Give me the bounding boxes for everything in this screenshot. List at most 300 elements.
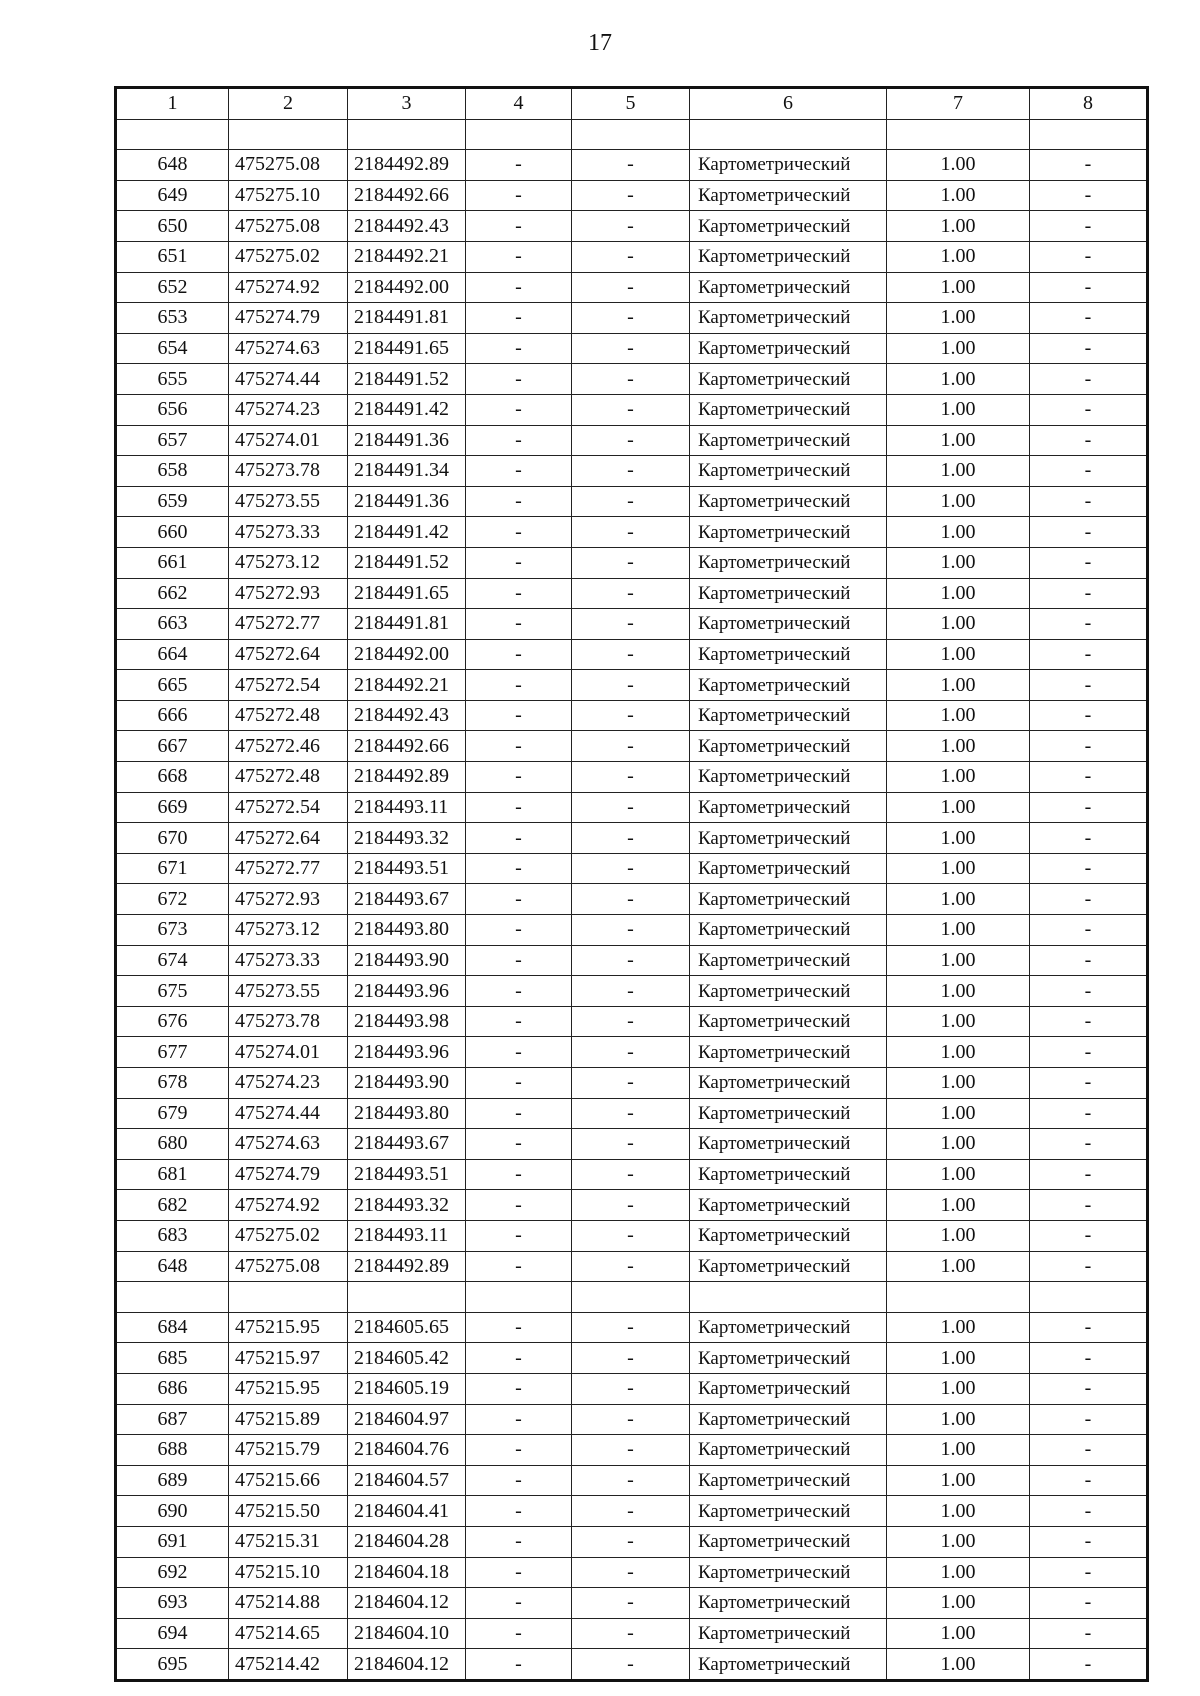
table-row (116, 425, 1148, 456)
x-coordinate-cell: 475274.79 (229, 303, 348, 334)
col8-cell: - (1030, 211, 1148, 242)
col4-cell: - (466, 211, 572, 242)
col8-cell: - (1030, 976, 1148, 1007)
x-coordinate-cell: 475273.55 (229, 486, 348, 517)
point-number-cell: 666 (116, 700, 229, 731)
y-coordinate-cell: 2184604.97 (348, 1404, 466, 1435)
table-row (116, 1649, 1148, 1681)
point-number-cell: 659 (116, 486, 229, 517)
x-coordinate-cell: 475272.77 (229, 609, 348, 640)
accuracy-cell: 1.00 (887, 1098, 1030, 1129)
x-coordinate-cell: 475215.89 (229, 1404, 348, 1435)
table-row (116, 364, 1148, 395)
table-row (116, 456, 1148, 487)
col5-cell: - (572, 1557, 690, 1588)
accuracy-cell: 1.00 (887, 1037, 1030, 1068)
col4-cell: - (466, 486, 572, 517)
y-coordinate-cell: 2184493.67 (348, 884, 466, 915)
y-coordinate-cell: 2184492.00 (348, 272, 466, 303)
col8-cell: - (1030, 1343, 1148, 1374)
y-coordinate-cell: 2184493.32 (348, 1190, 466, 1221)
col5-cell: - (572, 272, 690, 303)
empty-cell (348, 1282, 466, 1313)
method-cell: Картометрический (690, 945, 887, 976)
table-row (116, 1190, 1148, 1221)
y-coordinate-cell: 2184605.19 (348, 1373, 466, 1404)
point-number-cell: 676 (116, 1006, 229, 1037)
col8-cell: - (1030, 364, 1148, 395)
point-number-cell: 668 (116, 762, 229, 793)
method-cell: Картометрический (690, 272, 887, 303)
empty-cell (1030, 1282, 1148, 1313)
col4-cell: - (466, 762, 572, 793)
point-number-cell: 693 (116, 1588, 229, 1619)
col4-cell: - (466, 1435, 572, 1466)
point-number-cell: 685 (116, 1343, 229, 1374)
col4-cell: - (466, 456, 572, 487)
accuracy-cell: 1.00 (887, 1006, 1030, 1037)
col8-cell: - (1030, 1373, 1148, 1404)
col8-cell: - (1030, 1649, 1148, 1681)
col8-cell: - (1030, 241, 1148, 272)
col4-cell: - (466, 180, 572, 211)
method-cell: Картометрический (690, 792, 887, 823)
x-coordinate-cell: 475272.64 (229, 823, 348, 854)
point-number-cell: 660 (116, 517, 229, 548)
x-coordinate-cell: 475272.48 (229, 762, 348, 793)
col8-cell: - (1030, 425, 1148, 456)
col5-cell: - (572, 1649, 690, 1681)
table-row (116, 1618, 1148, 1649)
point-number-cell: 690 (116, 1496, 229, 1527)
coordinates-table (114, 86, 1149, 1682)
accuracy-cell: 1.00 (887, 303, 1030, 334)
col8-cell: - (1030, 272, 1148, 303)
col5-cell: - (572, 762, 690, 793)
col5-cell: - (572, 1098, 690, 1129)
x-coordinate-cell: 475273.55 (229, 976, 348, 1007)
table-row (116, 1037, 1148, 1068)
col4-cell: - (466, 731, 572, 762)
accuracy-cell: 1.00 (887, 180, 1030, 211)
point-number-cell: 650 (116, 211, 229, 242)
point-number-cell: 655 (116, 364, 229, 395)
empty-cell (348, 119, 466, 150)
accuracy-cell: 1.00 (887, 547, 1030, 578)
table-row (116, 1496, 1148, 1527)
x-coordinate-cell: 475274.63 (229, 1129, 348, 1160)
col4-cell: - (466, 364, 572, 395)
table-row (116, 578, 1148, 609)
accuracy-cell: 1.00 (887, 364, 1030, 395)
method-cell: Картометрический (690, 211, 887, 242)
x-coordinate-cell: 475273.12 (229, 547, 348, 578)
method-cell: Картометрический (690, 150, 887, 181)
method-cell: Картометрический (690, 609, 887, 640)
col5-cell: - (572, 884, 690, 915)
x-coordinate-cell: 475274.63 (229, 333, 348, 364)
col4-cell: - (466, 1037, 572, 1068)
table-row (116, 547, 1148, 578)
col5-cell: - (572, 792, 690, 823)
col4-cell: - (466, 303, 572, 334)
table-row (116, 394, 1148, 425)
y-coordinate-cell: 2184491.65 (348, 333, 466, 364)
accuracy-cell: 1.00 (887, 1404, 1030, 1435)
method-cell: Картометрический (690, 1649, 887, 1681)
x-coordinate-cell: 475274.44 (229, 364, 348, 395)
method-cell: Картометрический (690, 578, 887, 609)
accuracy-cell: 1.00 (887, 1251, 1030, 1282)
col5-cell: - (572, 394, 690, 425)
point-number-cell: 662 (116, 578, 229, 609)
y-coordinate-cell: 2184493.80 (348, 1098, 466, 1129)
col5-cell: - (572, 303, 690, 334)
point-number-cell: 679 (116, 1098, 229, 1129)
x-coordinate-cell: 475275.08 (229, 211, 348, 242)
y-coordinate-cell: 2184493.11 (348, 1220, 466, 1251)
accuracy-cell: 1.00 (887, 1588, 1030, 1619)
y-coordinate-cell: 2184492.43 (348, 211, 466, 242)
y-coordinate-cell: 2184493.96 (348, 976, 466, 1007)
y-coordinate-cell: 2184604.12 (348, 1588, 466, 1619)
col5-cell: - (572, 1251, 690, 1282)
point-number-cell: 667 (116, 731, 229, 762)
col8-cell: - (1030, 670, 1148, 701)
empty-cell (466, 119, 572, 150)
col8-cell: - (1030, 333, 1148, 364)
accuracy-cell: 1.00 (887, 425, 1030, 456)
col8-cell: - (1030, 1098, 1148, 1129)
col5-cell: - (572, 1343, 690, 1374)
col4-cell: - (466, 609, 572, 640)
method-cell: Картометрический (690, 762, 887, 793)
y-coordinate-cell: 2184493.90 (348, 945, 466, 976)
table-row (116, 945, 1148, 976)
method-cell: Картометрический (690, 1190, 887, 1221)
col8-cell: - (1030, 853, 1148, 884)
col5-cell: - (572, 1068, 690, 1099)
col4-cell: - (466, 241, 572, 272)
accuracy-cell: 1.00 (887, 1618, 1030, 1649)
x-coordinate-cell: 475274.92 (229, 1190, 348, 1221)
point-number-cell: 653 (116, 303, 229, 334)
table-row (116, 731, 1148, 762)
x-coordinate-cell: 475274.44 (229, 1098, 348, 1129)
y-coordinate-cell: 2184605.42 (348, 1343, 466, 1374)
col4-cell: - (466, 1006, 572, 1037)
table-row (116, 1465, 1148, 1496)
col8-cell: - (1030, 1404, 1148, 1435)
x-coordinate-cell: 475215.97 (229, 1343, 348, 1374)
x-coordinate-cell: 475214.88 (229, 1588, 348, 1619)
col4-cell: - (466, 1343, 572, 1374)
col4-cell: - (466, 1220, 572, 1251)
col5-cell: - (572, 578, 690, 609)
col5-cell: - (572, 1496, 690, 1527)
x-coordinate-cell: 475275.10 (229, 180, 348, 211)
method-cell: Картометрический (690, 1159, 887, 1190)
accuracy-cell: 1.00 (887, 333, 1030, 364)
table-row (116, 915, 1148, 946)
x-coordinate-cell: 475274.01 (229, 425, 348, 456)
point-number-cell: 681 (116, 1159, 229, 1190)
accuracy-cell: 1.00 (887, 1465, 1030, 1496)
accuracy-cell: 1.00 (887, 1159, 1030, 1190)
y-coordinate-cell: 2184491.81 (348, 609, 466, 640)
accuracy-cell: 1.00 (887, 639, 1030, 670)
col8-cell: - (1030, 486, 1148, 517)
col5-cell: - (572, 1129, 690, 1160)
accuracy-cell: 1.00 (887, 1343, 1030, 1374)
table-row (116, 670, 1148, 701)
x-coordinate-cell: 475273.12 (229, 915, 348, 946)
y-coordinate-cell: 2184491.42 (348, 394, 466, 425)
group-separator-row (116, 119, 1148, 150)
y-coordinate-cell: 2184492.89 (348, 762, 466, 793)
col5-cell: - (572, 1312, 690, 1343)
col8-cell: - (1030, 1435, 1148, 1466)
accuracy-cell: 1.00 (887, 1068, 1030, 1099)
col8-cell: - (1030, 915, 1148, 946)
col8-cell: - (1030, 1496, 1148, 1527)
table-row (116, 639, 1148, 670)
col5-cell: - (572, 517, 690, 548)
y-coordinate-cell: 2184492.21 (348, 670, 466, 701)
method-cell: Картометрический (690, 425, 887, 456)
y-coordinate-cell: 2184491.34 (348, 456, 466, 487)
col5-cell: - (572, 211, 690, 242)
accuracy-cell: 1.00 (887, 1557, 1030, 1588)
empty-cell (229, 1282, 348, 1313)
accuracy-cell: 1.00 (887, 1220, 1030, 1251)
col5-cell: - (572, 180, 690, 211)
col4-cell: - (466, 639, 572, 670)
y-coordinate-cell: 2184491.36 (348, 425, 466, 456)
accuracy-cell: 1.00 (887, 1435, 1030, 1466)
column-header: 5 (572, 88, 690, 120)
method-cell: Картометрический (690, 700, 887, 731)
table-row (116, 1373, 1148, 1404)
col8-cell: - (1030, 1159, 1148, 1190)
method-cell: Картометрический (690, 1526, 887, 1557)
table-row (116, 1557, 1148, 1588)
x-coordinate-cell: 475275.02 (229, 241, 348, 272)
accuracy-cell: 1.00 (887, 517, 1030, 548)
x-coordinate-cell: 475275.08 (229, 150, 348, 181)
x-coordinate-cell: 475275.08 (229, 1251, 348, 1282)
col8-cell: - (1030, 1526, 1148, 1557)
col8-cell: - (1030, 303, 1148, 334)
col5-cell: - (572, 976, 690, 1007)
y-coordinate-cell: 2184491.36 (348, 486, 466, 517)
method-cell: Картометрический (690, 1618, 887, 1649)
table-row (116, 150, 1148, 181)
col8-cell: - (1030, 1618, 1148, 1649)
table-row (116, 211, 1148, 242)
y-coordinate-cell: 2184491.42 (348, 517, 466, 548)
accuracy-cell: 1.00 (887, 241, 1030, 272)
x-coordinate-cell: 475272.54 (229, 670, 348, 701)
page-number: 17 (588, 30, 612, 56)
col5-cell: - (572, 486, 690, 517)
col5-cell: - (572, 609, 690, 640)
column-header: 4 (466, 88, 572, 120)
col4-cell: - (466, 425, 572, 456)
x-coordinate-cell: 475272.93 (229, 578, 348, 609)
table-row (116, 1312, 1148, 1343)
col8-cell: - (1030, 609, 1148, 640)
col8-cell: - (1030, 1312, 1148, 1343)
col4-cell: - (466, 853, 572, 884)
point-number-cell: 675 (116, 976, 229, 1007)
accuracy-cell: 1.00 (887, 762, 1030, 793)
method-cell: Картометрический (690, 639, 887, 670)
col8-cell: - (1030, 945, 1148, 976)
accuracy-cell: 1.00 (887, 884, 1030, 915)
accuracy-cell: 1.00 (887, 853, 1030, 884)
x-coordinate-cell: 475214.65 (229, 1618, 348, 1649)
table-row (116, 486, 1148, 517)
method-cell: Картометрический (690, 1435, 887, 1466)
method-cell: Картометрический (690, 394, 887, 425)
table-row (116, 1435, 1148, 1466)
col4-cell: - (466, 1312, 572, 1343)
col5-cell: - (572, 1435, 690, 1466)
x-coordinate-cell: 475272.93 (229, 884, 348, 915)
method-cell: Картометрический (690, 915, 887, 946)
col5-cell: - (572, 1220, 690, 1251)
column-header: 2 (229, 88, 348, 120)
point-number-cell: 694 (116, 1618, 229, 1649)
col8-cell: - (1030, 394, 1148, 425)
y-coordinate-cell: 2184492.66 (348, 180, 466, 211)
method-cell: Картометрический (690, 517, 887, 548)
point-number-cell: 672 (116, 884, 229, 915)
accuracy-cell: 1.00 (887, 1312, 1030, 1343)
x-coordinate-cell: 475272.77 (229, 853, 348, 884)
col4-cell: - (466, 670, 572, 701)
y-coordinate-cell: 2184493.90 (348, 1068, 466, 1099)
method-cell: Картометрический (690, 1220, 887, 1251)
point-number-cell: 674 (116, 945, 229, 976)
accuracy-cell: 1.00 (887, 731, 1030, 762)
method-cell: Картометрический (690, 1465, 887, 1496)
table-row (116, 517, 1148, 548)
col5-cell: - (572, 670, 690, 701)
group-separator-row (116, 1282, 1148, 1313)
col4-cell: - (466, 272, 572, 303)
accuracy-cell: 1.00 (887, 1496, 1030, 1527)
col4-cell: - (466, 1068, 572, 1099)
accuracy-cell: 1.00 (887, 915, 1030, 946)
col8-cell: - (1030, 1006, 1148, 1037)
point-number-cell: 686 (116, 1373, 229, 1404)
column-header: 1 (116, 88, 229, 120)
col5-cell: - (572, 1404, 690, 1435)
y-coordinate-cell: 2184491.52 (348, 364, 466, 395)
col8-cell: - (1030, 1588, 1148, 1619)
x-coordinate-cell: 475273.33 (229, 517, 348, 548)
col8-cell: - (1030, 700, 1148, 731)
table-row (116, 1098, 1148, 1129)
x-coordinate-cell: 475215.10 (229, 1557, 348, 1588)
y-coordinate-cell: 2184492.66 (348, 731, 466, 762)
table-row (116, 762, 1148, 793)
x-coordinate-cell: 475274.92 (229, 272, 348, 303)
point-number-cell: 684 (116, 1312, 229, 1343)
method-cell: Картометрический (690, 1251, 887, 1282)
accuracy-cell: 1.00 (887, 792, 1030, 823)
col5-cell: - (572, 456, 690, 487)
col5-cell: - (572, 425, 690, 456)
table-row (116, 1251, 1148, 1282)
accuracy-cell: 1.00 (887, 150, 1030, 181)
accuracy-cell: 1.00 (887, 211, 1030, 242)
x-coordinate-cell: 475274.79 (229, 1159, 348, 1190)
point-number-cell: 648 (116, 1251, 229, 1282)
col5-cell: - (572, 1190, 690, 1221)
col8-cell: - (1030, 1220, 1148, 1251)
y-coordinate-cell: 2184493.67 (348, 1129, 466, 1160)
method-cell: Картометрический (690, 1312, 887, 1343)
x-coordinate-cell: 475272.48 (229, 700, 348, 731)
accuracy-cell: 1.00 (887, 670, 1030, 701)
col5-cell: - (572, 1159, 690, 1190)
method-cell: Картометрический (690, 1068, 887, 1099)
col8-cell: - (1030, 731, 1148, 762)
method-cell: Картометрический (690, 1557, 887, 1588)
x-coordinate-cell: 475272.64 (229, 639, 348, 670)
column-header: 8 (1030, 88, 1148, 120)
col4-cell: - (466, 945, 572, 976)
col8-cell: - (1030, 1251, 1148, 1282)
col4-cell: - (466, 1618, 572, 1649)
column-header: 6 (690, 88, 887, 120)
x-coordinate-cell: 475273.78 (229, 456, 348, 487)
table-row (116, 1006, 1148, 1037)
method-cell: Картометрический (690, 976, 887, 1007)
col8-cell: - (1030, 1129, 1148, 1160)
accuracy-cell: 1.00 (887, 609, 1030, 640)
y-coordinate-cell: 2184604.76 (348, 1435, 466, 1466)
col8-cell: - (1030, 517, 1148, 548)
col4-cell: - (466, 1557, 572, 1588)
empty-cell (572, 119, 690, 150)
x-coordinate-cell: 475274.01 (229, 1037, 348, 1068)
y-coordinate-cell: 2184493.11 (348, 792, 466, 823)
empty-cell (690, 1282, 887, 1313)
point-number-cell: 677 (116, 1037, 229, 1068)
x-coordinate-cell: 475273.78 (229, 1006, 348, 1037)
y-coordinate-cell: 2184604.18 (348, 1557, 466, 1588)
point-number-cell: 652 (116, 272, 229, 303)
table-row (116, 1159, 1148, 1190)
col4-cell: - (466, 1649, 572, 1681)
point-number-cell: 670 (116, 823, 229, 854)
y-coordinate-cell: 2184492.00 (348, 639, 466, 670)
col4-cell: - (466, 1251, 572, 1282)
x-coordinate-cell: 475275.02 (229, 1220, 348, 1251)
col8-cell: - (1030, 456, 1148, 487)
col4-cell: - (466, 394, 572, 425)
empty-cell (887, 1282, 1030, 1313)
col8-cell: - (1030, 823, 1148, 854)
point-number-cell: 678 (116, 1068, 229, 1099)
point-number-cell: 683 (116, 1220, 229, 1251)
col8-cell: - (1030, 150, 1148, 181)
col5-cell: - (572, 915, 690, 946)
